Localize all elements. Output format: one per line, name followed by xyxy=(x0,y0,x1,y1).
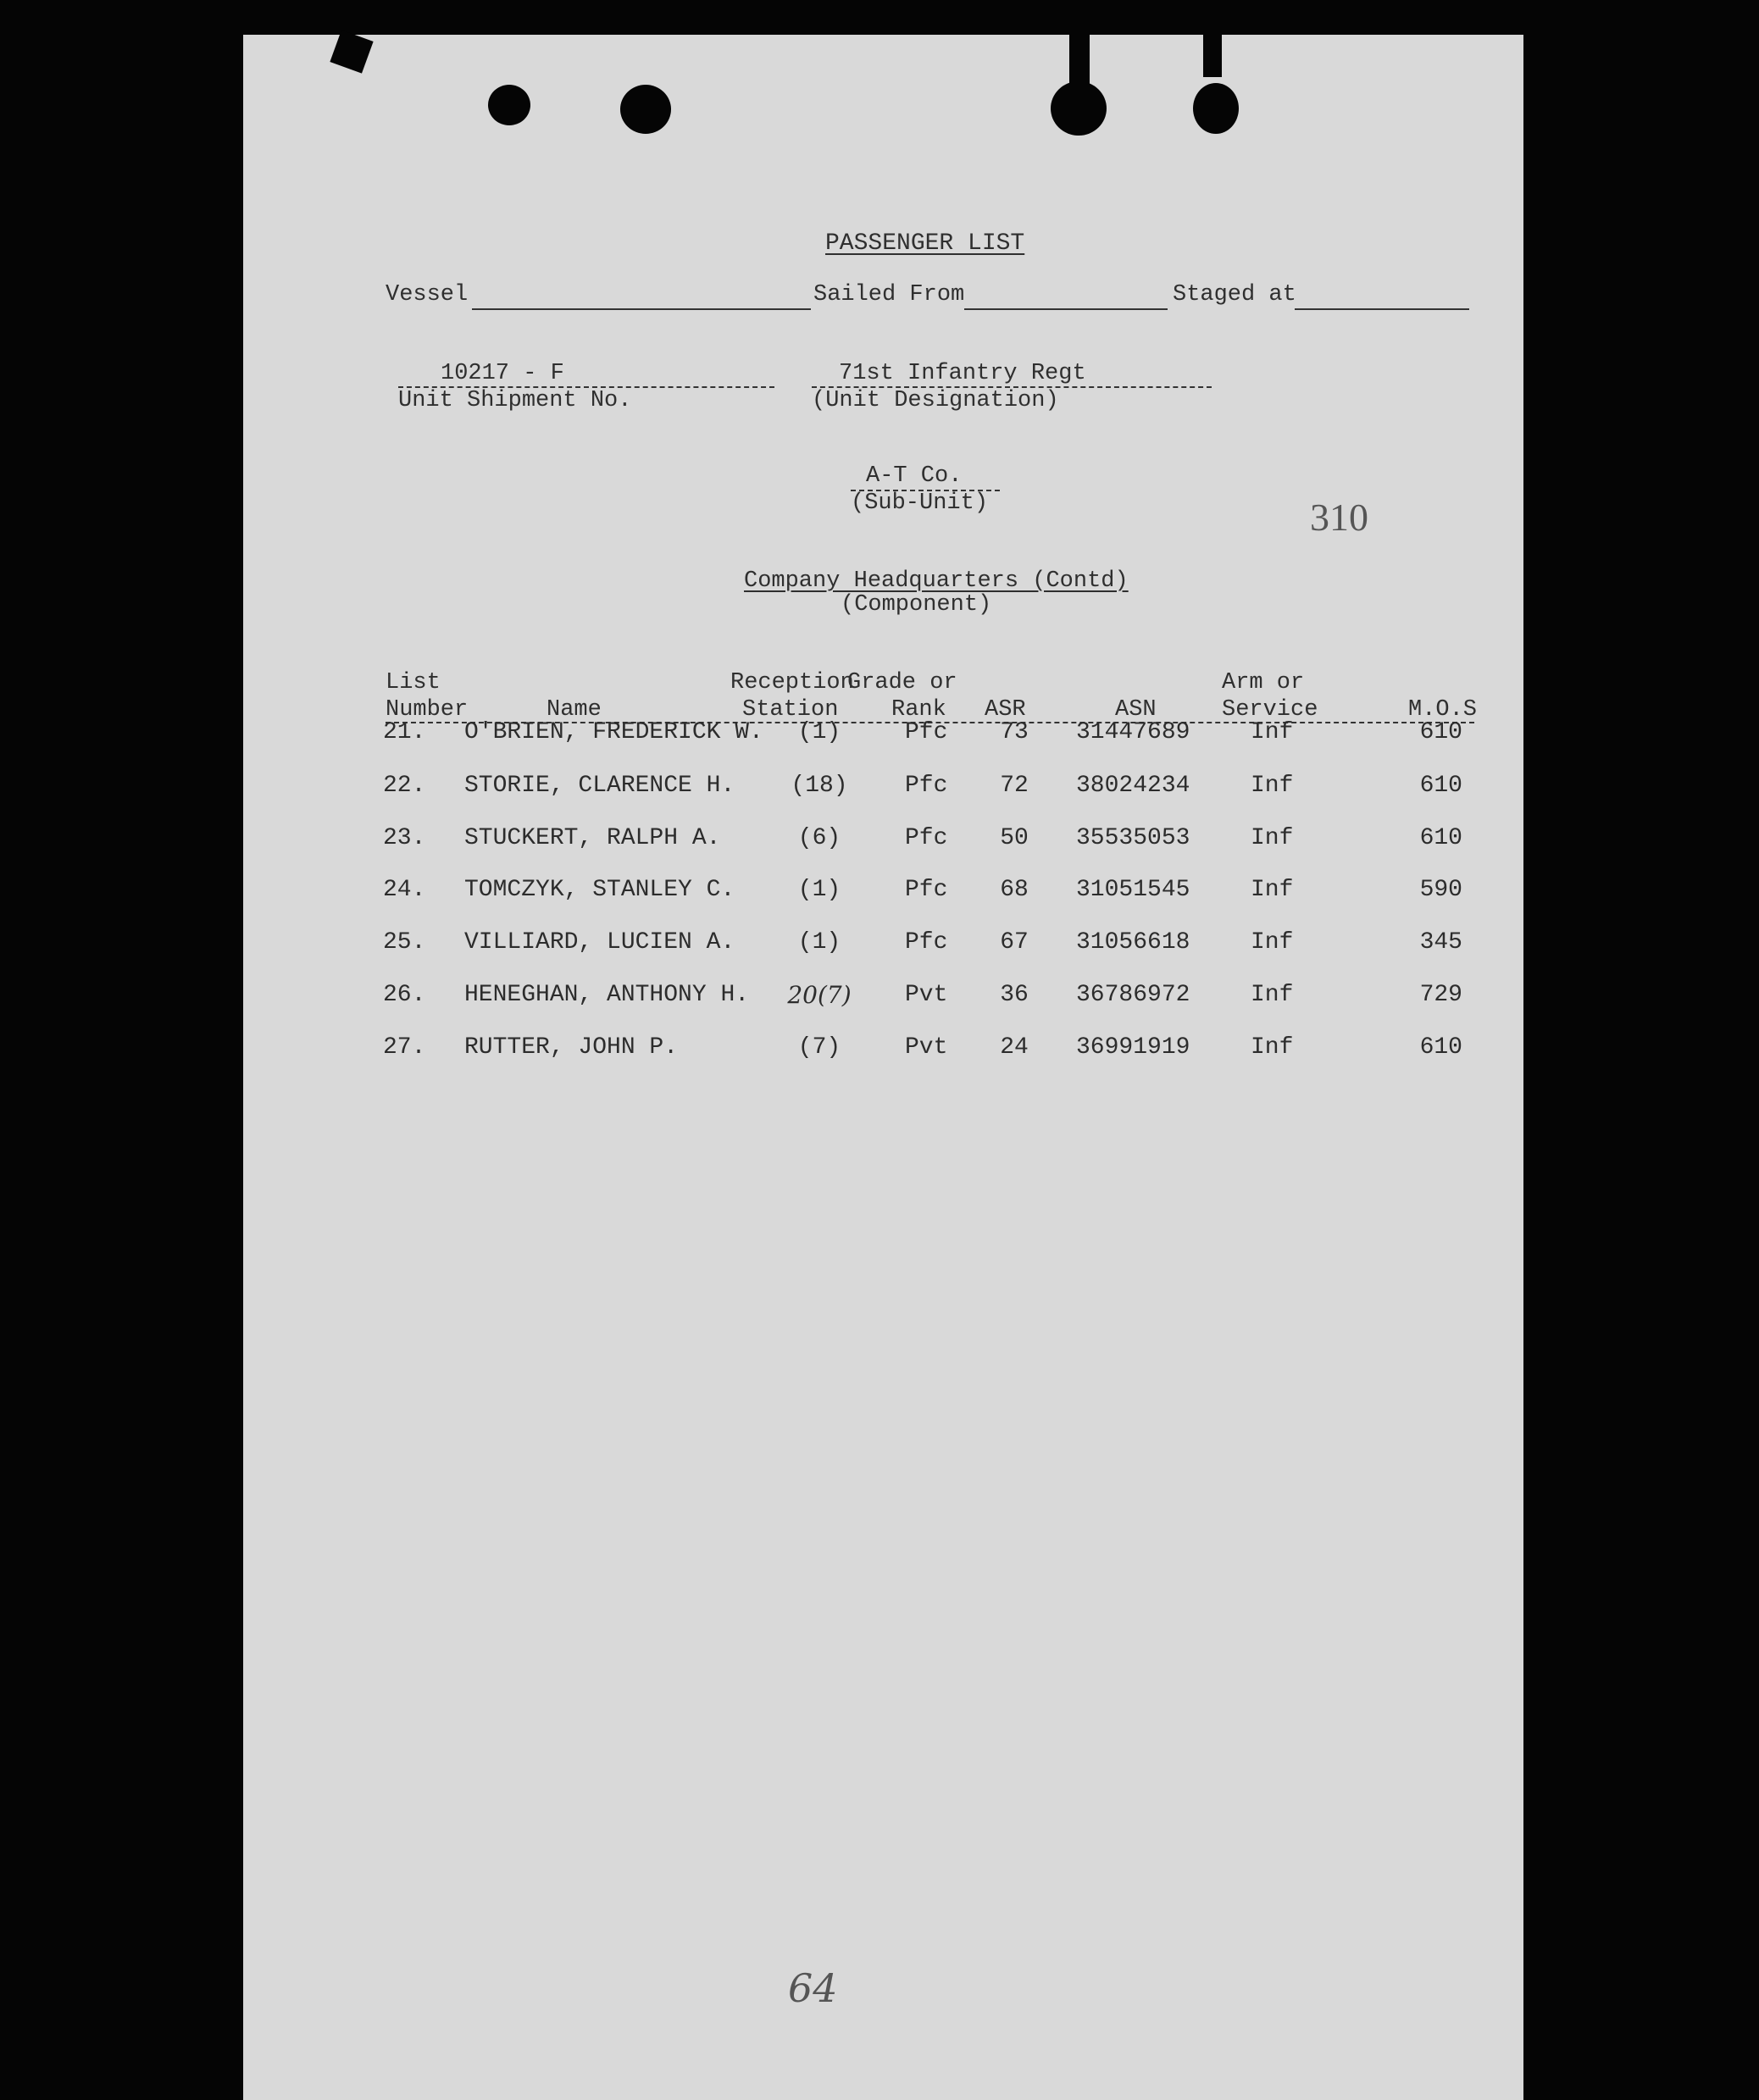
punch-hole xyxy=(1193,83,1239,134)
asn: 31447689 xyxy=(1076,719,1190,745)
asr: 68 xyxy=(1000,877,1029,903)
grade-rank: Pfc xyxy=(905,929,948,956)
grade-rank: Pvt xyxy=(905,1034,948,1061)
mos: 729 xyxy=(1419,982,1462,1008)
arm-service: Inf xyxy=(1251,773,1294,799)
torn-edge xyxy=(1203,35,1222,77)
asn: 36786972 xyxy=(1076,982,1190,1008)
mos: 610 xyxy=(1419,773,1462,799)
asr: 67 xyxy=(1000,929,1029,956)
asr: 36 xyxy=(1000,982,1029,1008)
torn-edge xyxy=(1069,35,1090,86)
sailed-from-label: Sailed From xyxy=(813,282,965,308)
row-number: 21. xyxy=(383,719,426,745)
reception-station: (6) xyxy=(797,825,841,851)
row-number: 26. xyxy=(383,982,426,1008)
row-number: 23. xyxy=(383,825,426,851)
staged-at-label: Staged at xyxy=(1173,282,1296,308)
header-reception: Reception xyxy=(730,670,854,695)
reception-station: (7) xyxy=(797,1034,841,1061)
passenger-name: STORIE, CLARENCE H. xyxy=(464,773,735,799)
reception-station: (1) xyxy=(797,929,841,956)
asn: 31051545 xyxy=(1076,877,1190,903)
punch-hole xyxy=(620,85,671,134)
mos: 610 xyxy=(1419,1034,1462,1061)
row-number: 24. xyxy=(383,877,426,903)
asr: 24 xyxy=(1000,1034,1029,1061)
arm-service: Inf xyxy=(1251,825,1294,851)
asr: 50 xyxy=(1000,825,1029,851)
component-label: (Component) xyxy=(841,592,992,618)
grade-rank: Pfc xyxy=(905,719,948,745)
reception-station: 20(7) xyxy=(787,981,852,1009)
row-number: 25. xyxy=(383,929,426,956)
unit-shipment-number: 10217 - F xyxy=(441,361,564,386)
asr: 73 xyxy=(1000,719,1029,745)
mos: 610 xyxy=(1419,719,1462,745)
row-number: 22. xyxy=(383,773,426,799)
header-reception: Station xyxy=(742,697,839,723)
asn: 31056618 xyxy=(1076,929,1190,956)
punch-hole xyxy=(1051,81,1107,136)
arm-service: Inf xyxy=(1251,929,1294,956)
header-asr: ASR xyxy=(985,697,1026,723)
unit-designation: 71st Infantry Regt xyxy=(839,361,1086,386)
passenger-name: HENEGHAN, ANTHONY H. xyxy=(464,982,750,1008)
passenger-name: STUCKERT, RALPH A. xyxy=(464,825,721,851)
passenger-name: TOMCZYK, STANLEY C. xyxy=(464,877,735,903)
header-list-number: Number xyxy=(386,697,469,723)
sub-unit: A-T Co. xyxy=(866,463,963,489)
reception-station: (1) xyxy=(797,877,841,903)
header-arm: Arm or xyxy=(1222,670,1305,695)
header-name: Name xyxy=(547,697,602,723)
reception-station: (1) xyxy=(797,719,841,745)
grade-rank: Pfc xyxy=(905,773,948,799)
arm-service: Inf xyxy=(1251,877,1294,903)
component: Company Headquarters (Contd) xyxy=(744,568,1129,594)
grade-rank: Pfc xyxy=(905,877,948,903)
staged-at-field-line xyxy=(1295,308,1469,310)
stamp-number: 310 xyxy=(1310,496,1368,539)
header-grade: Rank xyxy=(891,697,946,723)
unit-shipment-label: Unit Shipment No. xyxy=(398,388,632,413)
passenger-name: O'BRIEN, FREDERICK W. xyxy=(464,719,763,745)
page-number-pencil: 64 xyxy=(788,1965,838,2011)
reception-station: (18) xyxy=(791,773,848,799)
arm-service: Inf xyxy=(1251,1034,1294,1061)
header-list-number: List xyxy=(386,670,441,695)
arm-service: Inf xyxy=(1251,719,1294,745)
mos: 345 xyxy=(1419,929,1462,956)
sub-unit-label: (Sub-Unit) xyxy=(851,490,989,516)
grade-rank: Pvt xyxy=(905,982,948,1008)
unit-designation-label: (Unit Designation) xyxy=(812,388,1059,413)
grade-rank: Pfc xyxy=(905,825,948,851)
punch-hole xyxy=(488,85,530,125)
header-asn: ASN xyxy=(1115,697,1157,723)
asn: 36991919 xyxy=(1076,1034,1190,1061)
vessel-field-line xyxy=(472,308,811,310)
passenger-name: VILLIARD, LUCIEN A. xyxy=(464,929,735,956)
header-grade: Grade or xyxy=(847,670,957,695)
passenger-name: RUTTER, JOHN P. xyxy=(464,1034,679,1061)
row-number: 27. xyxy=(383,1034,426,1061)
header-mos: M.O.S xyxy=(1408,697,1478,723)
header-arm: Service xyxy=(1222,697,1318,723)
document-page xyxy=(243,35,1523,2100)
document-title: PASSENGER LIST xyxy=(825,230,1025,257)
asn: 38024234 xyxy=(1076,773,1190,799)
mos: 590 xyxy=(1419,877,1462,903)
mos: 610 xyxy=(1419,825,1462,851)
arm-service: Inf xyxy=(1251,982,1294,1008)
sailed-from-field-line xyxy=(964,308,1168,310)
vessel-label: Vessel xyxy=(386,282,469,308)
asr: 72 xyxy=(1000,773,1029,799)
asn: 35535053 xyxy=(1076,825,1190,851)
